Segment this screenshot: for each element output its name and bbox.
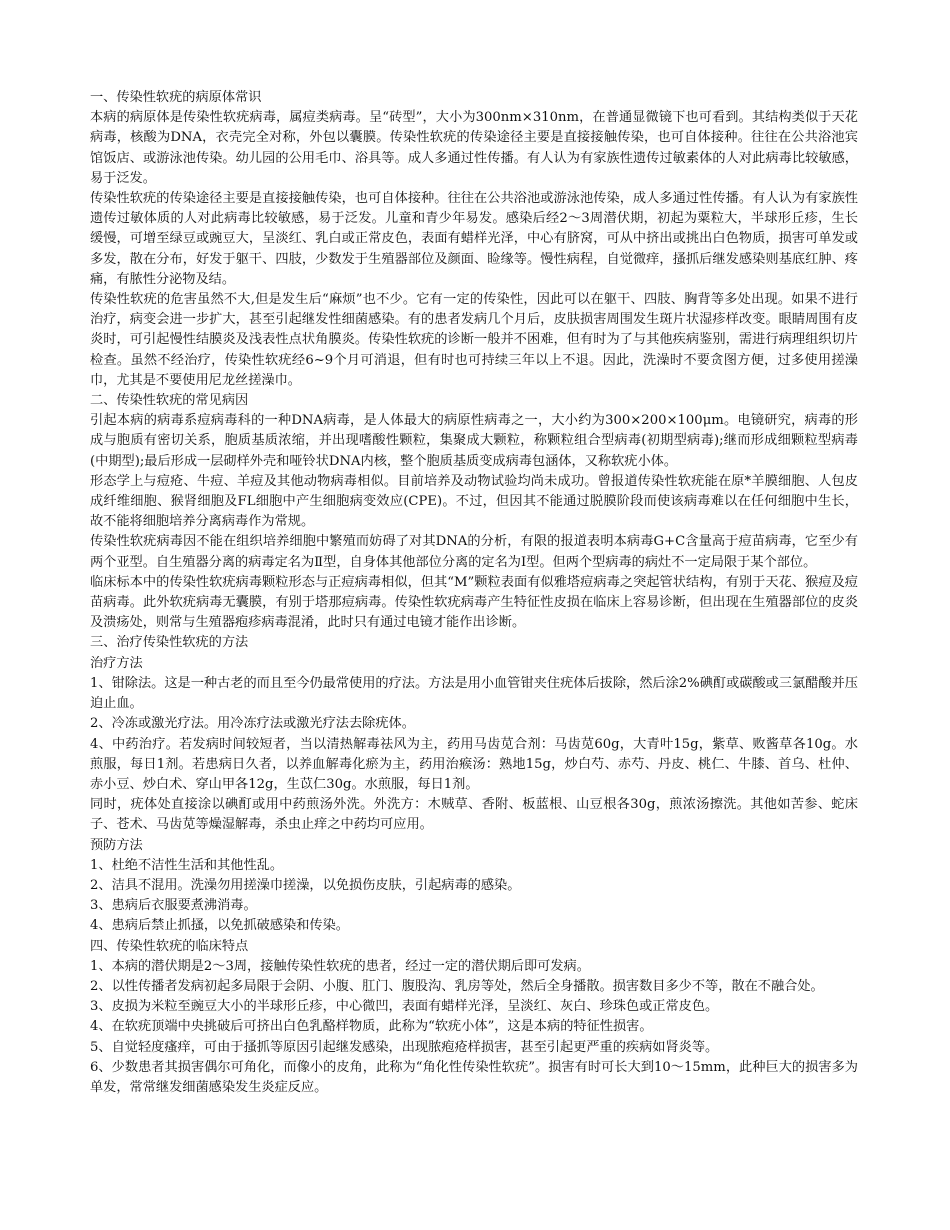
list-item: 3、皮损为米粒至豌豆大小的半球形丘疹，中心微凹，表面有蜡样光泽，呈淡红、灰白、珍珠色或正常皮色。	[90, 999, 719, 1015]
subheading: 治疗方法	[90, 655, 143, 671]
paragraph: 传染性软疣的危害虽然不大,但是发生后“麻烦”也不少。它有一定的传染性，因此可以在躯干、四肢、胸背等多处出现。如果不进行治疗，病变会进一步扩大，甚至引起继发性细菌感染。有的患者发病几个月后，皮肤损害周围发生斑片状湿疹样改变。眼睛周围有皮炎时，可引起慢性结膜炎及浅表性点状角膜炎。传染性软疣的诊断一般并不困难，但有时为了与其他疾病鉴别，需进行病理组织切片检查。虽然不经治疗，传染性软疣经6~9个月可消退，但有时也可持续三年以上不退。因此，洗澡时不要贪图方便，过多使用搓澡巾，尤其是不要使用尼龙丝搓澡巾。	[90, 292, 858, 388]
paragraph: 引起本病的病毒系痘病毒科的一种DNA病毒，是人体最大的病原性病毒之一，大小约为300×200×100μm。电镜研究，病毒的形成与胞质有密切关系，胞质基质浓缩，并出现嗜酸性颗粒，集聚成大颗粒，称颗粒组合型病毒(初期型病毒);继而形成细颗粒型病毒(中期型);最后形成一层砌样外壳和哑铃状DNA内核，整个胞质基质变成病毒包涵体，又称软疣小体。	[90, 413, 858, 469]
section-pathogen	[90, 88, 858, 391]
section-heading: 四、传染性软疣的临床特点	[90, 938, 249, 954]
section-causes	[90, 391, 858, 633]
section-heading: 二、传染性软疣的常见病因	[90, 393, 249, 409]
subheading: 预防方法	[90, 837, 143, 853]
list-item: 4、中药治疗。若发病时间较短者，当以清热解毒祛风为主，药用马齿苋合剂：马齿苋60g，大青叶15g，紫草、败酱草各10g。水煎服，每日1剂。若患病日久者，以养血解毒化瘀为主，药用治瘊汤：熟地15g，炒白芍、赤芍、丹皮、桃仁、牛膝、首乌、杜仲、赤小豆、炒白术、穿山甲各12g，生苡仁30g。水煎服，每日1剂。	[90, 736, 858, 792]
paragraph: 临床标本中的传染性软疣病毒颗粒形态与正痘病毒相似，但其“M”颗粒表面有似雅塔痘病毒之突起管状结构，有别于天花、猴痘及痘苗病毒。此外软疣病毒无囊膜，有别于塔那痘病毒。传染性软疣病毒产生特征性皮损在临床上容易诊断，但出现在生殖器部位的皮炎及溃疡处，则常与生殖器疱疹病毒混淆，此时只有通过电镜才能作出诊断。	[90, 574, 858, 631]
section-heading: 三、治疗传染性软疣的方法	[90, 635, 249, 651]
paragraph: 传染性软疣的传染途径主要是直接接触传染，也可自体接种。往往在公共浴池或游泳池传染，成人多通过性传播。有人认为有家族性遗传过敏体质的人对此病毒比较敏感，易于泛发。儿童和青少年易发。感染后经2～3周潜伏期，初起为粟粒大，半球形丘疹，生长缓慢，可增至绿豆或豌豆大，呈淡红、乳白或正常皮色，表面有蜡样光泽，中心有脐窝，可从中挤出或挑出白色物质，损害可单发或多发，散在分布，好发于躯干、四肢，少数发于生殖器部位及颜面、睑缘等。慢性病程，自觉微痒，搔抓后继发感染则基底红肿、疼痛，有脓性分泌物及结。	[90, 191, 858, 287]
list-item: 2、冷冻或激光疗法。用冷冻疗法或激光疗法去除疣体。	[90, 716, 415, 732]
list-item: 2、以性传播者发病初起多局限于会阴、小腹、肛门、腹股沟、乳房等处，然后全身播散。损害数目多少不等，散在不融合处。	[90, 978, 824, 994]
list-item: 1、杜绝不洁性生活和其他性乱。	[90, 857, 284, 873]
list-item: 5、自觉轻度瘙痒，可由于搔抓等原因引起继发感染，出现脓疱疮样损害，甚至引起更严重的疾病如肾炎等。	[90, 1039, 719, 1055]
list-item: 1、钳除法。这是一种古老的而且至今仍最常使用的疗法。方法是用小血管钳夹住疣体后拔除，然后涂2%碘酊或碳酸或三氯醋酸并压迫止血。	[90, 675, 858, 712]
paragraph: 形态学上与痘疮、牛痘、羊痘及其他动物病毒相似。目前培养及动物试验均尚未成功。曾报道传染性软疣能在原*羊膜细胞、人包皮成纤维细胞、猴肾细胞及FL细胞中产生细胞病变效应(CPE)。不过，但因其不能通过脱膜阶段而使该病毒难以在任何细胞中生长，故不能将细胞培养分离病毒作为常规。	[90, 473, 858, 530]
section-clinical-features	[90, 937, 858, 1099]
list-item: 2、洁具不混用。洗澡勿用搓澡巾搓澡，以免损伤皮肤，引起病毒的感染。	[90, 877, 521, 893]
section-treatment	[90, 633, 858, 936]
list-item: 4、患病后禁止抓搔，以免抓破感染和传染。	[90, 918, 349, 934]
paragraph: 传染性软疣病毒因不能在组织培养细胞中繁殖而妨碍了对其DNA的分析，有限的报道表明本病毒G+C含量高于痘苗病毒，它至少有两个亚型。自生殖器分离的病毒定名为Ⅱ型，自身体其他部位分离的定名为Ⅰ型。但两个型病毒的病灶不一定局限于某个部位。	[90, 534, 858, 570]
paragraph: 同时，疣体处直接涂以碘酊或用中药煎汤外洗。外洗方：木贼草、香附、板蓝根、山豆根各30g，煎浓汤擦洗。其他如苦参、蛇床子、苍术、马齿苋等燥湿解毒，杀虫止痒之中药均可应用。	[90, 797, 858, 833]
paragraph: 本病的病原体是传染性软疣病毒，属痘类病毒。呈“砖型”，大小为300nm×310nm，在普通显微镜下也可看到。其结构类似于天花病毒，核酸为DNA，衣壳完全对称，外包以囊膜。传染性软疣的传染途径主要是直接接触传染，也可自体接种。往往在公共浴池宾馆饭店、或游泳池传染。幼儿园的公用毛巾、浴具等。成人多通过性传播。有人认为有家族性遗传过敏素体的人对此病毒比较敏感，易于泛发。	[90, 110, 858, 186]
list-item: 1、本病的潜伏期是2～3周，接触传染性软疣的患者，经过一定的潜伏期后即可发病。	[90, 958, 590, 974]
list-item: 4、在软疣顶端中央挑破后可挤出白色乳酪样物质，此称为“软疣小体”，这是本病的特征性损害。	[90, 1019, 653, 1035]
section-heading: 一、传染性软疣的病原体常识	[90, 90, 262, 105]
list-item: 3、患病后衣服要煮沸消毒。	[90, 898, 257, 914]
list-item: 6、少数患者其损害偶尔可角化，而像小的皮角，此称为“角化性传染性软疣”。损害有时可长大到10～15mm，此种巨大的损害多为单发，常常继发细菌感染发生炎症反应。	[90, 1059, 858, 1095]
